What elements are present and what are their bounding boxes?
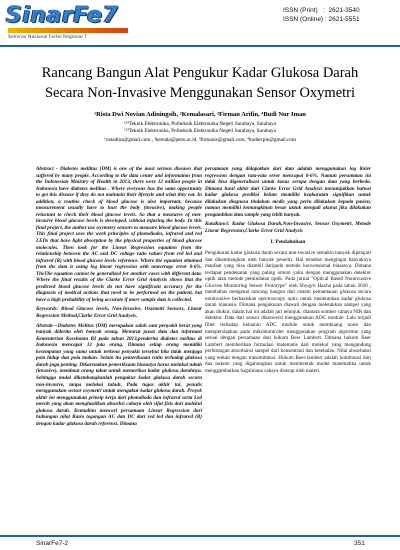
logo-accent-bar [8,28,128,33]
journal-header [0,0,400,44]
abstract-paragraph [36,166,202,303]
page-number: 351 [354,540,365,547]
abstrak-continued: persamaan yang didapatkan dari data adalah menggunakan log linier regression dengan rata-rata error mencapai 0-6%. Namun persamaan ini tidak bisa digeneralisasi untuk kasus serupa dengan data yang berbeda. Dimana hasil akhir dari Clarke Error Grid Analysis menunjukkan bahwa kadar glukosa prediksi belum memiliki keakuratan signifikan untuk dilakukan diagnosa tindakan medis yang perlu dilakukan kepada pasien, namun memiliki kemungkinan besar untuk menjadi akurat jika dilakukan pengambilan data sample yang lebih banyak. [205,166,371,218]
paper-title-line-2: Secara Non-Invasive Menggunakan Sensor Oxymetri [44,85,356,101]
katakunci-label: KataKunci: [205,221,230,228]
left-column [36,166,202,430]
keywords-label: Keywords: [36,306,59,313]
section-heading-introduction: I. Pendahuluan [270,239,306,246]
seminar-tagline: Seminar Nasional Fortei Regional 7 [8,35,87,40]
footer-journal-id: SinarFe7-2 [36,540,69,547]
abstrak-paragraph [36,323,202,428]
abstract-text: Diabetes mellitus (DM) is one of the most serious diseases that suffered by many people. According to the data center and information from the Indonesian Ministry of Health in 2013, there were 12 million people in Indonesia have diabetes mellitus . Where everyone has the same opportunity to get this disease if they do not maintain their lifestyle and what they eat. In addition, a routine check of blood glucose is also important, because measurement usually have to hurt the body (invasive), making people reluctant to check their blood glucose levels. So that a measures of non-invasive blood glucose levels is developed, without injuring the body. In this final project, the author use oxymetry sensors to measure blood glucose levels. This final project uses the work principles of photodiodes, infrared and red LEDs that have light absorption by the physical properties of blood glucose molecules. Then look for the Linear Regression equation from the relationship between the AC and DC voltage ratio values from red led and infrared (R) with blood glucose levels reference. Where the equation obtained from the data is using log linear regression with anaverage error 0-6%. TheThe equation cannot be generalized for another cases with different data. Where the final results of the Clarke Error Grid Analysis shows that the predicted blood glucose levels do not have significant accuracy for the diagnosis of medical actions that need to be performed on the patient, but have a high probability of being accurate if more sample data is collected. [36,166,202,303]
abstrak-label: Abstrak— [36,322,58,329]
katakunci-text: Kadar Glukosa Darah,Non-Invasive, Sensor Oxymetri, Metode Linear Regression,Clarke Error Grid Analysis [205,221,371,234]
keywords-text: Blood Glucose levels, Non-Invasive, Oxymetri Sensors, Linear Regression Method,Clarke Error Grid Analysis. [36,306,202,320]
issn-online: ISSN (Online) : 2621-5551 [283,16,360,23]
footer-divider [0,535,400,537]
katakunci-paragraph [205,221,371,234]
author-list: ¹Rista Dwi Novian Adiningsih, ²Kemalasari, ³Firman Arifin, ⁴Budi Nur Iman [94,111,306,118]
introduction-paragraph: Pengukuran kadar glukosa darah secara non-invasive semakin banyak dipelajari dan dikembangkan oleh banyak peneliti. Hal tersebut mengingat banyaknya manfaat yang bisa diambil daripada metode konvensional biasanya. Dimana terdapat pendekatan yang paling umum yaitu dengan menggunakan detektor optik atau metode pemindaian optik. Pada jurnal "Optical Based Noninvasive Glucose Monitoring Sensor Prototype" oleh Shyqyri Haxha pada tahun 2016 , membahas mengenai rancang bangun dari sistem pemantauan glukosa secara noninvasive berbasiskan spectroscopy optic untuk menentukan kadar glukosa darah manusia. Dimana pengukuran diawali dengan meletakkan sampel yang akan diukur, dalam hal ini adalah jari telunjuk, diantara sumber cahaya NIR dan detektor. Data dari sensor dikonversi menggunakan ADC module. Lalu terjadi filter terhadap keluaran ADC module untuk membuang noise dan mempersiapkan pada mikrokontroler menggunakan program algoritme yang sesuai dengan persamaan dari hukum Beer Lambert. Dimana hukum Beer Lambert memberikan formulasi matematis dari molekul yang mengandung perhitungan absorbansi sampel dari konsentrasi dan ketebalan. Nilai absorbansi yang terkait dengan transmittansi. Hukum Beer-lambert adalah kombinasi dari dua hukum yang digabungkan untuk membentuk model matematika untuk menggambarkan bagaimana cahaya diserap oleh materi. [205,250,371,374]
affiliation-1: ¹²⁴Teknik Elektronika, Politeknik Elektronika Negeri Surabaya, Surabaya [123,121,277,127]
header-divider [0,45,400,47]
author-emails: ¹ristadina@gmail.com , ²kemala@pens.ac.id, ³firmanis@gmail.com, ⁴budiecpie@gmail.com [104,137,296,143]
abstrak-text: Diabetes Melitus (DM) merupakan salah satu penyakit berat yang banyak diderita oleh banyak orang. Menurut pusat data dan informasi Kementerian Kesehatan RI pada tahun 2013,penderita diabetes melitus di Indonesia mencapai 12 juta orang. Dimana setiap orang memiliki kesempatan yang sama untuk terkena penyakit tersebut bila tidak menjaga pola hidup dan pola makan. Selain itu pemeriksaan rutin terhadap glukosa darah juga penting. Dikarenakan pemeriksaan biasanya harus melukai tubuh (invasive), membuat orang takut untuk memeriksa kadar glukosa darahnya. Sehingga mulai dikembangkanlah pengukur kadar glukosa darah secara non-invasive, tanpa melukai tubuh. Pada tugas akhir ini, penulis menggunakan sensor oxymetri untuk mengukur kadar glukosa darah. Proyek akhir ini menggunakan prinsip kerja dari photodioda dan infrared serta Led merah yang akan menghasilkan absorbsi cahaya oleh sifat fisis dari molekul glukosa darah. Kemudian mencari persamaan Linear Regression dari hubungan nilai Rasio tegangan AC dan DC dari red led dan infrared (R) dengan kadar glukosa darah referensi. Dimana [36,322,202,427]
paper-title-line-1: Rancang Bangun Alat Pengukur Kadar Glukosa Darah [41,65,359,81]
sinarfe7-logo: SinarFe7 [6,3,119,28]
abstract-label: Abstract - [36,166,58,172]
issn-print: ISSN (Print) : 2621-3540 [283,7,360,14]
affiliation-2: ¹²³Teknik Elektronika, Politeknik Elektronika Negeri Surabaya, Surabaya [124,128,276,134]
keywords-paragraph [36,306,202,319]
right-column [205,166,371,377]
